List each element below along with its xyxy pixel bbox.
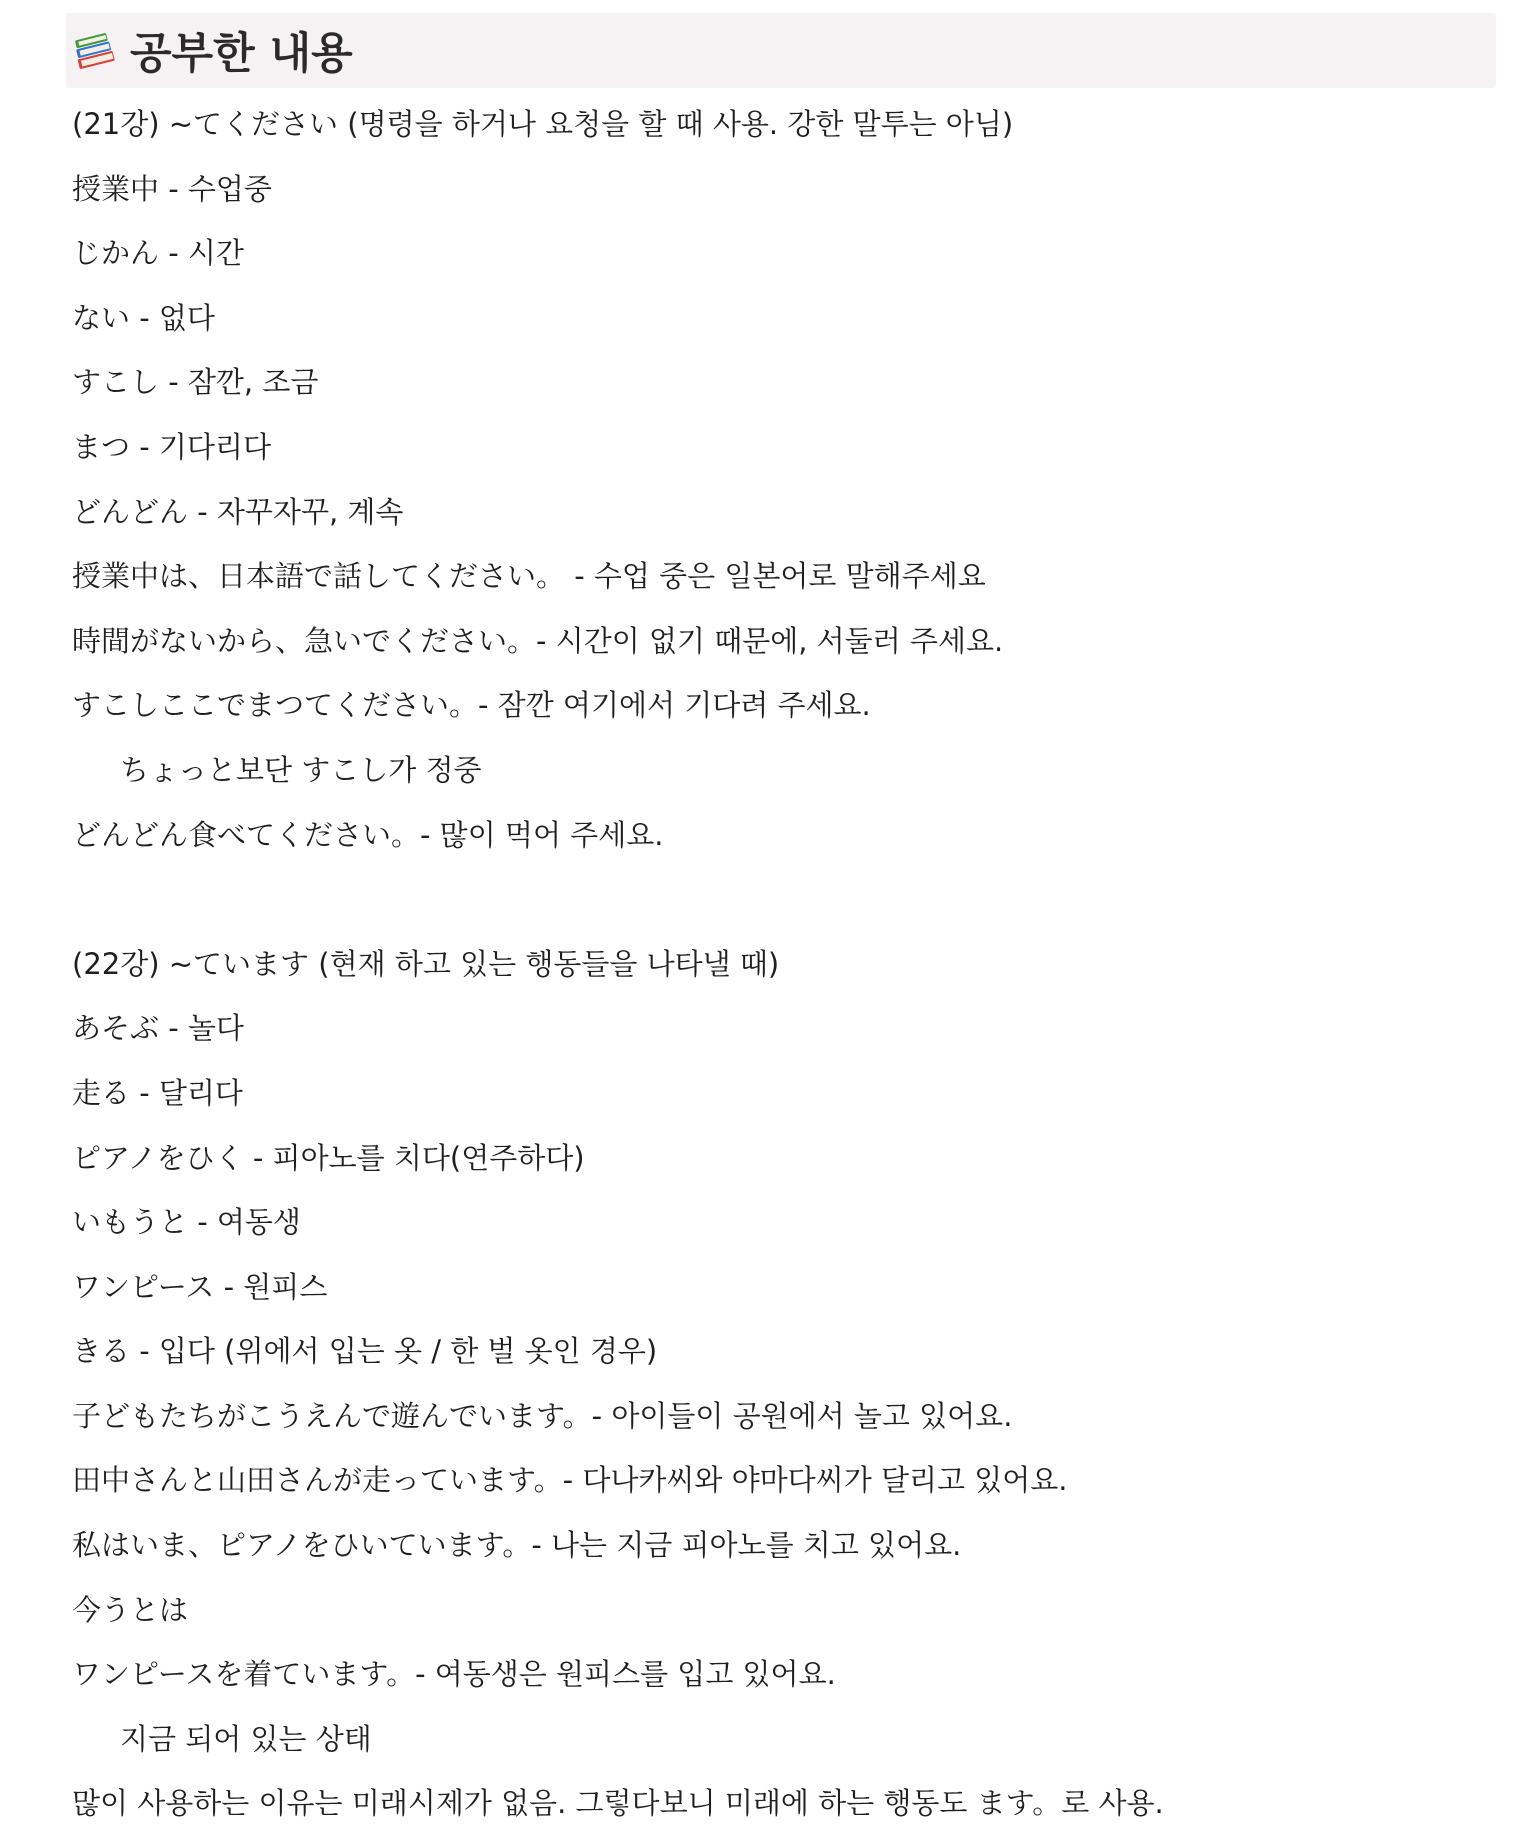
note-line: 走る - 달리다 bbox=[72, 1075, 243, 1110]
lesson-21-title: (21강) ~てください (명령을 하거나 요청을 할 때 사용. 강한 말투는 아님) bbox=[72, 107, 1014, 141]
note-line: 授業中 - 수업중 bbox=[72, 171, 272, 206]
note-line: 授業中は、日本語で話してください。 - 수업 중은 일본어로 말해주세요 bbox=[72, 559, 986, 594]
note-line: ない - 없다 bbox=[72, 300, 215, 335]
note-line: 많이 사용하는 이유는 미래시제가 없음. 그렇다보니 미래에 하는 행동도 ます。로 사용. bbox=[72, 1786, 1164, 1821]
study-notes bbox=[72, 92, 1512, 1836]
note-line: 田中さんと山田さんが走っています。- 다나카씨와 야마다씨가 달리고 있어요. bbox=[72, 1463, 1068, 1498]
note-line: どんどん食べてください。- 많이 먹어 주세요. bbox=[72, 817, 664, 852]
note-line: ワンピースを着ています。- 여동생은 원피스를 입고 있어요. bbox=[72, 1657, 836, 1692]
indented-note: 지금 되어 있는 상태 bbox=[120, 1721, 372, 1756]
note-line: 時間がないから、急いでください。- 시간이 없기 때문에, 서둘러 주세요. bbox=[72, 623, 1004, 658]
page-title: 공부한 내용 bbox=[130, 29, 353, 79]
note-line: すこしここでまつてください。- 잠깐 여기에서 기다려 주세요. bbox=[72, 688, 871, 723]
note-line: すこし - 잠깐, 조금 bbox=[72, 365, 319, 400]
indented-note: ちょっと보단 すこし가 정중 bbox=[120, 752, 482, 787]
note-line: 子どもたちがこうえんで遊んでいます。- 아이들이 공원에서 놀고 있어요. bbox=[72, 1398, 1013, 1433]
note-line: まつ - 기다리다 bbox=[72, 429, 271, 464]
section-heading bbox=[66, 13, 1496, 88]
books-icon bbox=[72, 28, 118, 74]
note-line: きる - 입다 (위에서 입는 옷 / 한 벌 옷인 경우) bbox=[72, 1334, 658, 1369]
note-line: 今うとは bbox=[72, 1592, 189, 1627]
blank-line bbox=[72, 867, 1512, 932]
note-line: いもうと - 여동생 bbox=[72, 1205, 301, 1240]
note-line: 私はいま、ピアノをひいています。- 나는 지금 피아노를 치고 있어요. bbox=[72, 1528, 962, 1563]
note-line: どんどん - 자꾸자꾸, 계속 bbox=[72, 494, 404, 529]
note-line: じかん - 시간 bbox=[72, 236, 244, 271]
note-line: あそぶ - 놀다 bbox=[72, 1011, 244, 1046]
note-line: ピアノをひく - 피아노를 치다(연주하다) bbox=[72, 1140, 585, 1175]
lesson-22-title: (22강) ~ています (현재 하고 있는 행동들을 나타낼 때) bbox=[72, 946, 780, 981]
note-line: ワンピース - 원피스 bbox=[72, 1269, 328, 1304]
